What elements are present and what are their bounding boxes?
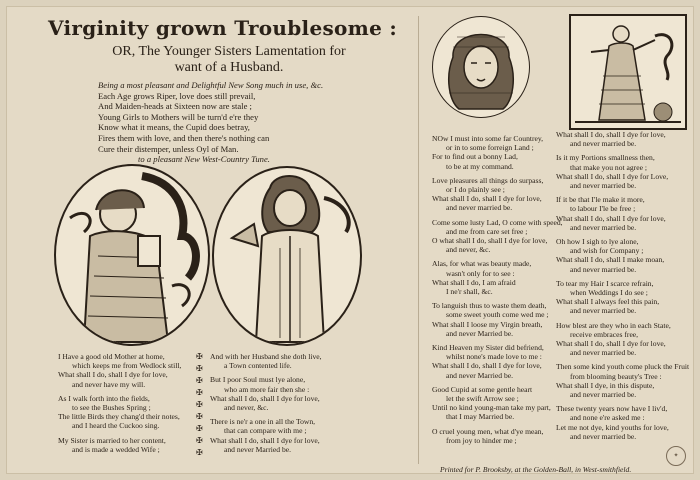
stanza (210, 352, 360, 370)
stanza (556, 279, 690, 316)
verse-line: What shall I do, shall I dye for love, (556, 213, 666, 223)
stanza (432, 134, 564, 171)
verse-line: that can compare with me ; (224, 426, 307, 436)
verse-line: What shall I dye, in this dispute, (556, 380, 655, 390)
verse-line: to be at my command. (446, 161, 514, 171)
stanza (556, 404, 690, 441)
broadside-sheet (6, 6, 694, 474)
verse-line: What shall I always feel this pain, (556, 297, 660, 307)
verse-line: from joy to hinder me ; (446, 435, 517, 445)
page-subtitle (54, 44, 404, 76)
verse-line: For to find out a bonny Lad, (432, 152, 518, 162)
stanza (58, 436, 198, 454)
stanza (556, 237, 690, 274)
stanza (432, 176, 564, 213)
verse-line: What shall I do, shall I dye for love, (210, 393, 320, 403)
man-figure-icon (214, 168, 360, 344)
verse-line: What shall I do, shall I dye for love, (556, 339, 666, 349)
verse-line: and none e're asked me : (570, 413, 645, 423)
verse-line: some sweet youth come wed me ; (446, 310, 549, 320)
woman-woodcut-illustration (54, 164, 210, 346)
verse-line: that I may Married be. (446, 412, 515, 422)
verse-line: which keeps me from Wedlock still, (72, 361, 182, 371)
verse-line: Until no kind young-man take my part, (432, 403, 551, 413)
stanza (432, 301, 564, 338)
verse-line: What shall I do, shall I dye for love, (556, 130, 666, 139)
verse-line: and never married be. (570, 181, 637, 191)
verse-line: let the swift Arrow see ; (446, 394, 519, 404)
verse-line: To tear my Hair I scarce refrain, (556, 278, 654, 288)
intro-line: Young Girls to Mothers will be turn'd e're they (98, 111, 259, 122)
verse-line: to labour I'le be free ; (570, 204, 636, 214)
stanza (432, 427, 564, 445)
stanza (58, 352, 198, 389)
verse-line: to see the Bushes Spring ; (72, 403, 151, 413)
verse-line: and I heard the Cuckoo sing. (72, 421, 160, 431)
verse-line: The little Birds they chang'd their notes, (58, 412, 180, 422)
verse-line: and never Married be. (224, 444, 292, 454)
verse-line: and is made a wedded Wife ; (72, 444, 160, 454)
verse-line: and never married be. (570, 348, 637, 358)
right-verses-column-1 (432, 134, 564, 450)
verse-line: I Have a good old Mother at home, (58, 352, 165, 361)
verse-line: There is ne'r a one in all the Town, (210, 417, 316, 427)
tune-line: to a pleasant New West-Country Tune. (138, 154, 270, 165)
ornament-column: ✠ ✠ ✠ ✠ ✠ ✠ ✠ ✠ ✠ (196, 352, 203, 457)
column-divider (418, 16, 419, 464)
stanza (210, 417, 360, 454)
intro-verse (98, 80, 418, 165)
verse-line: O what shall I do, shall I dye for love, (432, 236, 548, 246)
verse-line: and me from care set free ; (446, 226, 528, 236)
lady-woodcut-illustration (569, 14, 687, 130)
verse-line: What shall I do, I am afraid (432, 277, 516, 287)
verse-line: What shall I loose my Virgin breath, (432, 319, 543, 329)
stanza (432, 218, 564, 255)
lady-figure-icon (571, 16, 685, 128)
verse-line: when Weddings I do see ; (570, 288, 648, 298)
verse-line: that make you not agree ; (570, 162, 647, 172)
verse-line: from blooming beauty's Tree : (570, 371, 662, 381)
verse-line: Then some kind youth come pluck the Fruit (556, 362, 690, 372)
verse-line: who am more fair then she : (224, 384, 310, 394)
verse-line: and never Married be. (446, 370, 514, 380)
verse-line: As I walk forth into the fields, (58, 393, 150, 403)
verse-line: and never married be. (446, 203, 513, 213)
verse-line: and never have my will. (72, 379, 146, 389)
portrait-woodcut (432, 16, 530, 118)
library-stamp-icon: ✦ (666, 446, 686, 466)
verse-line: How blest are they who in each State, (556, 320, 671, 330)
right-verses-column-2 (556, 130, 690, 446)
verse-line: Love pleasures all things do surpass, (432, 175, 544, 185)
verse-line: a Town contented life. (224, 361, 292, 371)
verse-line: and never married be. (570, 139, 637, 149)
verse-line: or in to some forreign Land ; (446, 143, 534, 153)
verse-line: Let me not dye, kind youths for love, (556, 422, 669, 432)
verse-line: What shall I do, shall I dye for love, (58, 370, 168, 380)
verse-line: and never, &c. (446, 245, 491, 255)
woman-figure-icon (56, 166, 208, 344)
verse-line: What shall I do, shall I make moan, (556, 255, 665, 265)
verse-line: Kind Heaven my Sister did befriend, (432, 343, 544, 353)
verse-line: and never married be. (570, 264, 637, 274)
stanza (556, 321, 690, 358)
verse-line: I ne'r shall, &c. (446, 287, 493, 297)
stanza (556, 195, 690, 232)
intro-line: And Maiden-heads at Sixteen now are stale ; (98, 101, 252, 112)
verse-line: and never married be. (570, 431, 637, 441)
middle-bottom-verses (210, 352, 360, 459)
intro-line: Being a most pleasant and Delightful New Song much in use, &c. (98, 80, 324, 90)
verse-line: and never, &c. (224, 403, 269, 413)
left-bottom-verses (58, 352, 198, 459)
stanza (556, 153, 690, 190)
verse-line: But I poor Soul must lye alone, (210, 375, 306, 385)
verse-line: Is it my Portions smallness then, (556, 153, 655, 163)
verse-line: My Sister is married to her content, (58, 435, 166, 445)
intro-line: Fires them with love, and then there's nothing can (98, 132, 270, 143)
subtitle-line: want of a Husband. (174, 60, 284, 75)
printer-imprint: Printed for P. Brooksby, at the Golden-Ball, in West-smithfield. (440, 465, 632, 474)
verse-line: Alas, for what was beauty made, (432, 259, 532, 269)
intro-line: Know what it means, the Cupid does betray, (98, 122, 250, 133)
stanza (432, 385, 564, 422)
intro-line: Each Age grows Riper, love does still prevail, (98, 90, 256, 101)
verse-line: These twenty years now have I liv'd, (556, 404, 668, 414)
verse-line: and never married be. (570, 306, 637, 316)
verse-line: What shall I do, shall I dye for love, (432, 361, 542, 371)
subtitle-line: OR, The Younger Sisters Lamentation for (112, 44, 346, 59)
verse-line: O cruel young men, what d'ye mean, (432, 426, 544, 436)
verse-line: whilst none's made love to me : (446, 352, 542, 362)
stanza (556, 130, 690, 148)
verse-line: Good Cupid at some gentle heart (432, 384, 533, 394)
verse-line: Oh how I sigh to lye alone, (556, 237, 639, 247)
verse-line: What shall I do, shall I dye for love, (432, 194, 542, 204)
stanza (432, 343, 564, 380)
verse-line: NOw I must into some far Countrey, (432, 134, 544, 143)
verse-line: receive embraces free, (570, 329, 639, 339)
stanza (432, 259, 564, 296)
verse-line: and never married be. (570, 222, 637, 232)
man-woodcut-illustration (212, 166, 362, 346)
verse-line: Come some lusty Lad, O come with speed, (432, 217, 563, 227)
verse-line: and never married be. (570, 390, 637, 400)
verse-line: and wish for Company ; (570, 246, 644, 256)
verse-line: and never Married be. (446, 328, 514, 338)
verse-line: What shall I do, shall I dye for love, (210, 435, 320, 445)
verse-line: or I do plainly see ; (446, 185, 505, 195)
verse-line: What shall I do, shall I dye for Love, (556, 171, 669, 181)
gentleman-portrait-icon (433, 17, 529, 117)
stanza (210, 375, 360, 412)
stanza (556, 362, 690, 399)
verse-line: To languish thus to waste them death, (432, 301, 547, 311)
verse-line: If it be that I'le make it more, (556, 195, 645, 205)
page-title: Virginity grown Troublesome : (48, 16, 398, 40)
verse-line: wasn't only for to see : (446, 268, 515, 278)
stanza (58, 394, 198, 431)
verse-line: And with her Husband she doth live, (210, 352, 322, 361)
intro-line: Cure their distemper, unless Oyl of Man. (98, 143, 239, 154)
